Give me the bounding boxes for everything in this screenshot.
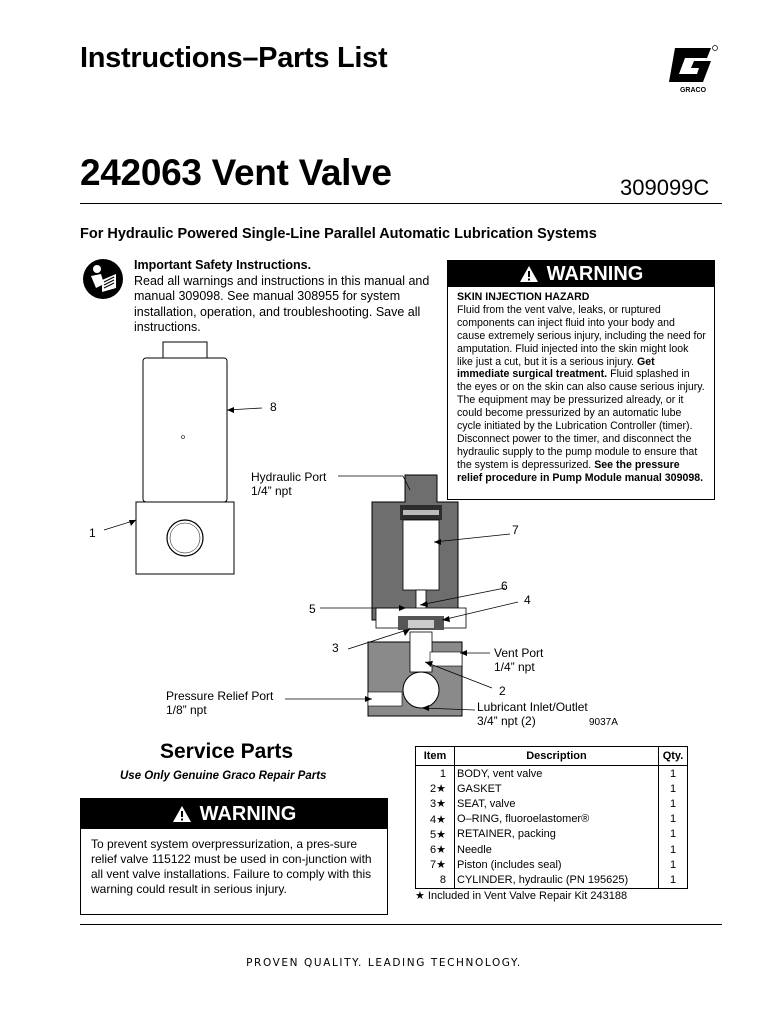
warning-bold-2: See the pressure relief procedure in Pump Module manual 309098. [457, 458, 704, 484]
warning-bold-1: Get immediate surgical treatment. [457, 355, 655, 381]
callout-7: 7 [512, 523, 519, 537]
item-qty: 1 [659, 766, 688, 782]
pressure-relief-port-name: Pressure Relief Port [166, 689, 274, 703]
warning-header [81, 799, 387, 829]
warning-triangle-icon [519, 265, 539, 283]
page-title: 242063 Vent Valve [80, 152, 392, 193]
item-number: 1 [416, 766, 455, 782]
vent-valve-diagram [80, 330, 640, 730]
footer-tagline: PROVEN QUALITY. LEADING TECHNOLOGY. [246, 957, 522, 969]
item-qty: 1 [659, 872, 688, 888]
header-qty: Qty. [659, 747, 688, 766]
warning-triangle-icon [172, 805, 192, 823]
warning-label: WARNING [546, 262, 644, 285]
table-row [416, 842, 688, 857]
repair-kit-note: ★ Included in Vent Valve Repair Kit 243188 [415, 890, 628, 902]
parts-table [415, 746, 688, 889]
header-description: Description [455, 747, 659, 766]
table-row [416, 857, 688, 872]
table-header-row [416, 747, 688, 766]
warning-body: To prevent system overpressurization, a pres-sure relief valve 115122 must be used in con-junction with all vent valve installations. Failure to comply with this warning could result in serious injury. [91, 837, 372, 896]
table-row [416, 827, 688, 842]
valve-drawing [80, 330, 640, 730]
figure-id: 9037A [589, 717, 618, 728]
graco-logo [667, 44, 719, 94]
lubricant-size: 3/4” npt (2) [477, 714, 536, 728]
warning-text-2: Fluid splashed in the eyes or on the skin can also cause serious injury. The equipment may be pressurized already, or it could become pressurized by an automatic lube cycle initiated by the Lubrication Controller (timer). Disconnect power to the timer, and disconnect the hydraulic supply to the pump module to ensure that the system is depressurized. [457, 368, 705, 471]
manual-number: 309099C [620, 175, 710, 200]
item-description: Piston (includes seal) [455, 857, 659, 872]
lubricant-name: Lubricant Inlet/Outlet [477, 700, 588, 714]
item-number: 2★ [416, 781, 455, 796]
pressure-relief-port-label [166, 689, 273, 717]
vent-port-size: 1/4” npt [494, 660, 535, 674]
safety-heading: Important Safety Instructions. [134, 258, 312, 272]
service-parts-subheading: Use Only Genuine Graco Repair Parts [120, 770, 327, 782]
callout-4: 4 [524, 593, 531, 607]
hydraulic-port-size: 1/4” npt [251, 484, 292, 498]
overpressurization-warning [80, 798, 388, 915]
table-row [416, 781, 688, 796]
vent-port-label [494, 646, 543, 674]
callout-2: 2 [499, 684, 506, 698]
item-number: 6★ [416, 842, 455, 857]
table-row [416, 812, 688, 827]
lubricant-label [477, 700, 588, 728]
item-number: 3★ [416, 796, 455, 811]
item-number: 5★ [416, 827, 455, 842]
item-description: SEAT, valve [455, 796, 659, 811]
item-number: 4★ [416, 812, 455, 827]
item-qty: 1 [659, 827, 688, 842]
item-description: GASKET [455, 781, 659, 796]
safety-body: Read all warnings and instructions in this manual and manual 309098. See manual 308955 for system installation, operation, and troubleshooting. Save all instructions. [134, 273, 430, 334]
item-qty: 1 [659, 796, 688, 811]
table-row [416, 872, 688, 888]
item-description: BODY, vent valve [455, 766, 659, 782]
item-description: Needle [455, 842, 659, 857]
title-divider [80, 203, 722, 204]
hydraulic-port-label [251, 470, 326, 498]
item-description: CYLINDER, hydraulic (PN 195625) [455, 872, 659, 888]
pressure-relief-port-size: 1/8” npt [166, 703, 207, 717]
callout-3: 3 [332, 641, 339, 655]
item-description: RETAINER, packing [455, 827, 659, 842]
read-manual-icon [82, 258, 124, 300]
footer-divider [80, 924, 722, 925]
item-qty: 1 [659, 812, 688, 827]
callout-8: 8 [270, 400, 277, 414]
item-qty: 1 [659, 842, 688, 857]
item-number: 7★ [416, 857, 455, 872]
item-qty: 1 [659, 857, 688, 872]
svg-text:GRACO: GRACO [679, 87, 707, 94]
service-parts-heading: Service Parts [160, 740, 294, 763]
document-type-heading: Instructions–Parts List [80, 42, 388, 74]
callout-6: 6 [501, 579, 508, 593]
callout-5: 5 [309, 602, 316, 616]
safety-instructions [134, 258, 434, 336]
vent-port-name: Vent Port [494, 646, 544, 660]
table-row [416, 796, 688, 811]
callout-1: 1 [89, 526, 96, 540]
item-number: 8 [416, 872, 455, 888]
hazard-title: SKIN INJECTION HAZARD [457, 291, 590, 303]
warning-label: WARNING [199, 802, 297, 825]
warning-header [448, 261, 714, 287]
page-subtitle: For Hydraulic Powered Single-Line Parallel Automatic Lubrication Systems [80, 226, 597, 242]
header-item: Item [416, 747, 455, 766]
warning-text-1: Fluid from the vent valve, leaks, or ruptured components can inject fluid into your body and cause extremely serious injury, including the need for amputation. Fluid injected into the skin might look like just a cut, but it is a serious injury. [457, 303, 706, 368]
item-description: O–RING, fluoroelastomer® [455, 812, 659, 827]
hydraulic-port-name: Hydraulic Port [251, 470, 327, 484]
table-row [416, 766, 688, 782]
item-qty: 1 [659, 781, 688, 796]
